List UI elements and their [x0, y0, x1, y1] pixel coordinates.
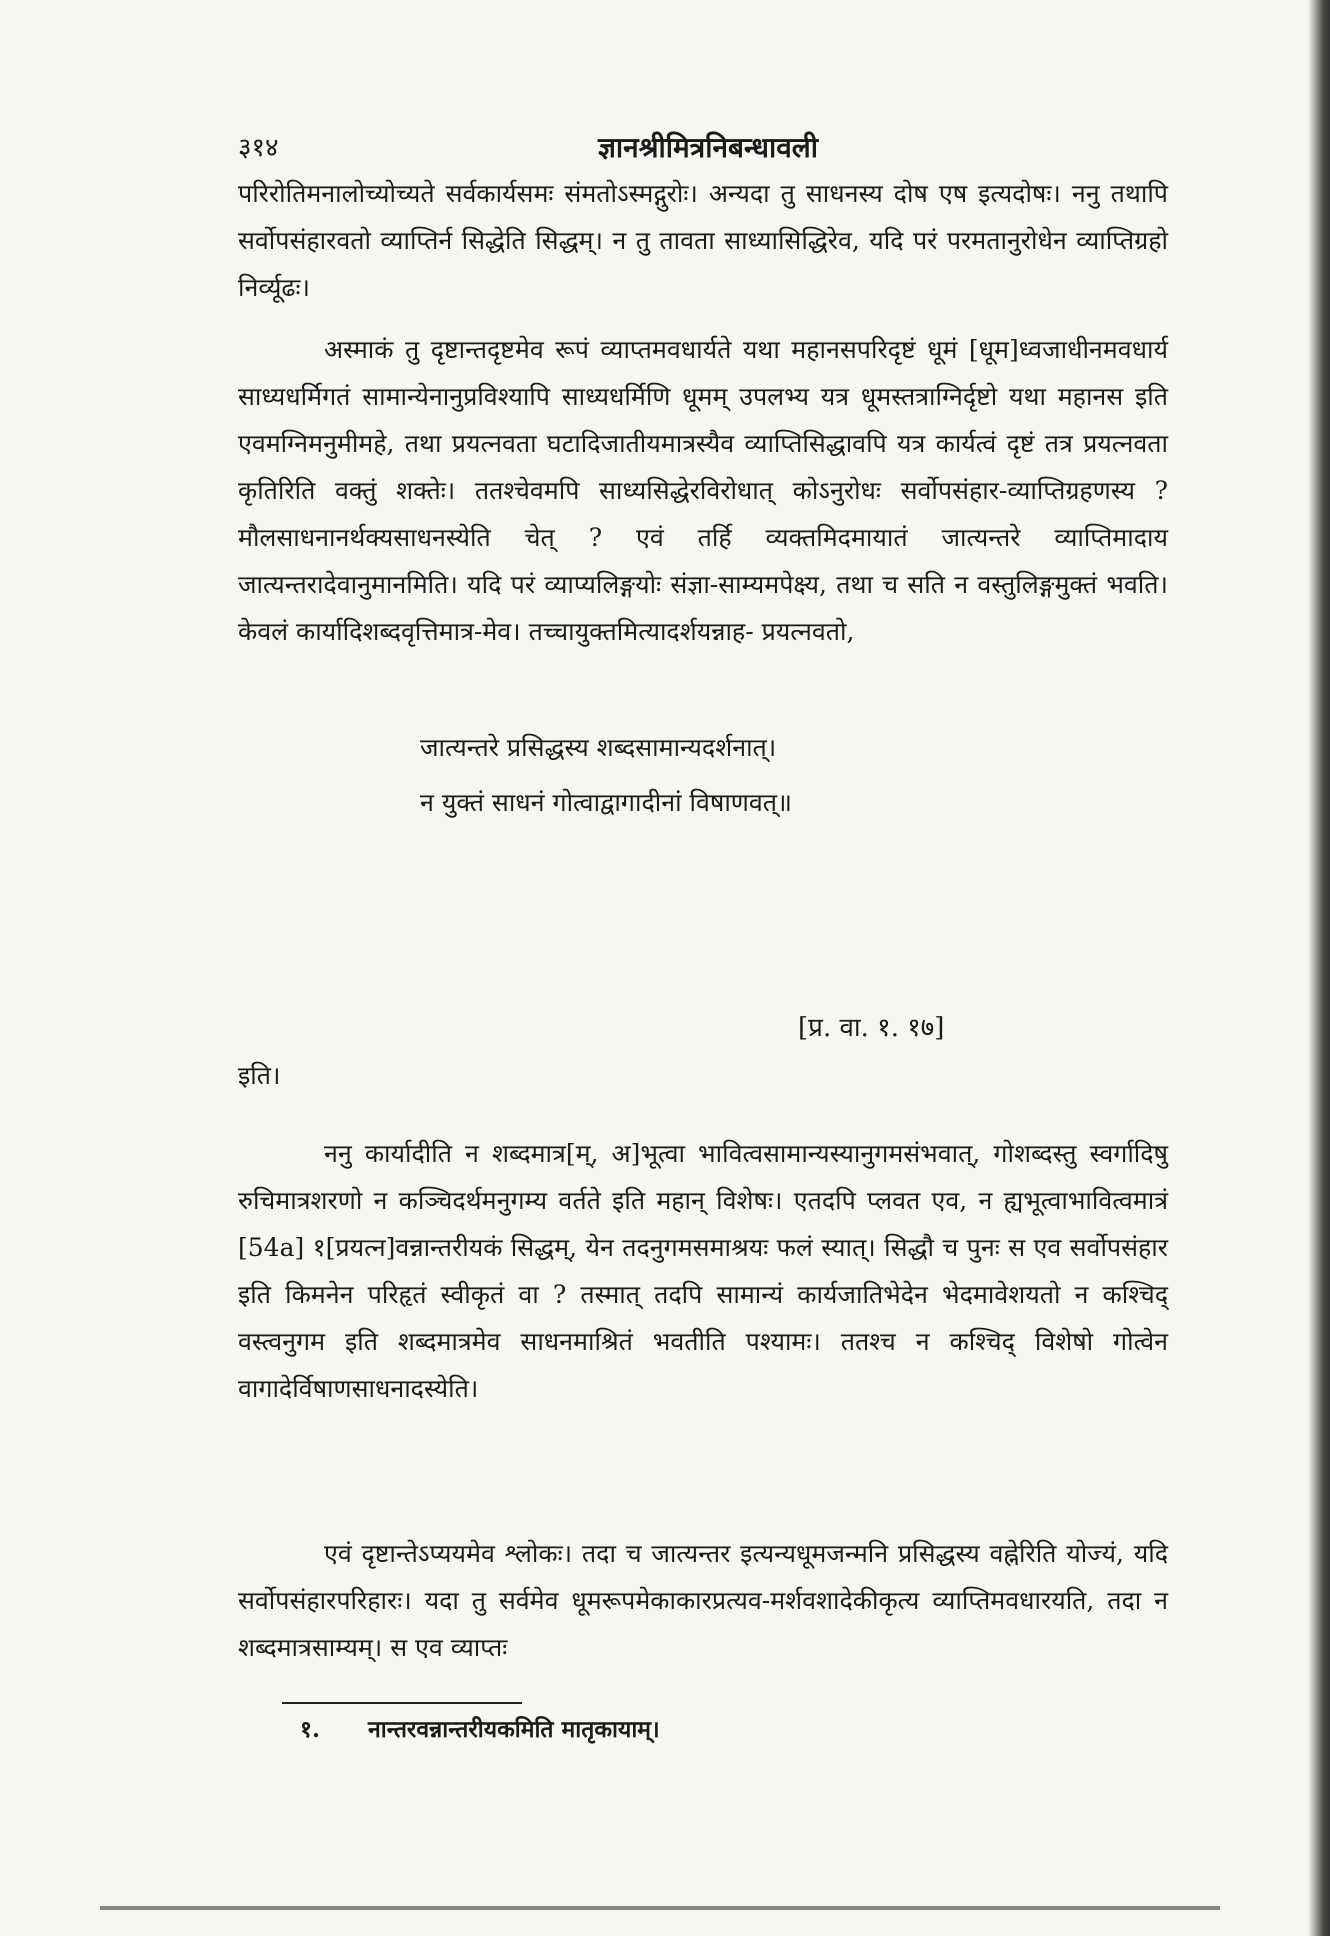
paragraph-1-block — [238, 170, 1168, 311]
paragraph-3: ननु कार्यादीति न शब्दमात्र[म्, अ]भूत्वा भावित्वसामान्यस्यानुगमसंभवात्, गोशब्दस्तु स्वर्गादिषु रुचिमात्रशरणो न कञ्चिदर्थमनुगम्य वर्तते इति महान् विशेषः। एतदपि प्लवत एव, न ह्यभूत्वाभावित्वमात्रं [54a] १[प्रयत्न]वन्नान्तरीयकं सिद्धम्, येन तदनुगमसमाश्रयः फलं स्यात्। सिद्धौ च पुनः स एव सर्वोपसंहार इति किमनेन परिहृतं स्वीकृतं वा ? तस्मात् तदपि सामान्यं कार्यजातिभेदेन भेदमावेशयतो न कश्चिद् वस्त्वनुगम इति शब्दमात्रमेव साधनमाश्रितं भवतीति पश्यामः। ततश्च न कश्चिद् विशेषो गोत्वेन वागादेर्विषाणसाधनादस्येति। — [238, 1139, 1168, 1403]
footnote-text: नान्तरवन्नान्तरीयकमिति मातृकायाम्। — [368, 1716, 660, 1743]
iti-text: इति। — [238, 1061, 281, 1090]
verse-citation: [प्र. वा. १. १७] — [798, 1013, 945, 1043]
footnote — [300, 1712, 660, 1744]
verse-line-1: जात्यन्तरे प्रसिद्धस्य शब्दसामान्यदर्शनात्। — [420, 733, 777, 762]
verse-block — [420, 720, 1040, 830]
verse-line-2: न युक्तं साधनं गोत्वाद्वागादीनां विषाणवत्॥ — [420, 788, 792, 817]
running-title: ज्ञानश्रीमित्रनिबन्धावली — [597, 131, 819, 164]
paragraph-3-block — [238, 1130, 1168, 1412]
footnote-number: १. — [300, 1716, 320, 1743]
paragraph-1: परिरोतिमनालोच्योच्यते सर्वकार्यसमः संमतोऽस्मद्गुरोः। अन्यदा तु साधनस्य दोष एष इत्यदोषः। ननु तथापि सर्वोपसंहारवतो व्याप्तिर्न सिद्धेति सिद्धम्। न तु तावता साध्यासिद्धिरेव, यदि परं परमतानुरोधेन व्याप्तिग्रहो निर्व्यूढः। — [238, 179, 1168, 302]
page-header — [238, 128, 1178, 168]
paragraph-4-block — [238, 1530, 1168, 1671]
scan-binding-edge — [1308, 0, 1330, 1936]
paragraph-2: अस्माकं तु दृष्टान्तदृष्टमेव रूपं व्याप्तमवधार्यते यथा महानसपरिदृष्टं धूमं [धूम]ध्वजाधीनमवधार्य साध्यधर्मिगतं सामान्येनानुप्रविश्यापि साध्यधर्मिणि धूमम् उपलभ्य यत्र धूमस्तत्राग्निर्दृष्टो यथा महानस इति एवमग्निमनुमीमहे, तथा प्रयत्नवता घटादिजातीयमात्रस्यैव व्याप्तिसिद्धावपि यत्र कार्यत्वं दृष्टं तत्र प्रयत्नवता कृतिरिति वक्तुं शक्तेः। ततश्चेवमपि साध्यसिद्धेरविरोधात् कोऽनुरोधः सर्वोपसंहार-व्याप्तिग्रहणस्य ? मौलसाधनानर्थक्यसाधनस्येति चेत् ? एवं तर्हि व्यक्तमिदमायातं जात्यन्तरे व्याप्तिमादाय जात्यन्तरादेवानुमानमिति। यदि परं व्याप्यलिङ्गयोः संज्ञा-साम्यमपेक्ष्य, तथा च सति न वस्तुलिङ्गमुक्तं भवति। केवलं कार्यादिशब्दवृत्तिमात्र-मेव। तच्चायुक्तमित्यादर्शयन्नाह- प्रयत्नवतो, — [238, 335, 1168, 646]
footnote-divider — [282, 1702, 522, 1704]
page-number: ३१४ — [238, 133, 279, 163]
scan-bottom-edge — [100, 1906, 1220, 1910]
paragraph-2-block — [238, 326, 1168, 655]
paragraph-4: एवं दृष्टान्तेऽप्ययमेव श्लोकः। तदा च जात्यन्तर इत्यन्यधूमजन्मनि प्रसिद्धस्य वह्नेरिति योज्यं, यदि सर्वोपसंहारपरिहारः। यदा तु सर्वमेव धूमरूपमेकाकारप्रत्यव-मर्शवशादेकीकृत्य व्याप्तिमवधारयति, तदा न शब्दमात्रसाम्यम्। स एव व्याप्तः — [238, 1539, 1168, 1662]
